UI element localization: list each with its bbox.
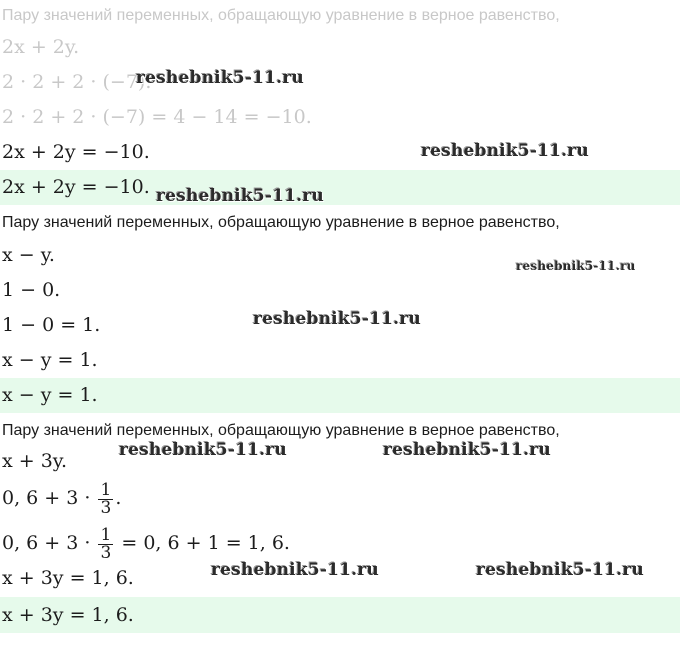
expression-text: x − y. — [2, 244, 55, 266]
intro-text: Пару значений переменных, обращающую уравнение в верное равенство, — [2, 214, 560, 231]
intro-text: Пару значений переменных, обращающую уравнение в верное равенство, — [2, 422, 560, 439]
watermark: reshebnik5-11.ru — [156, 186, 324, 206]
answer-text: x − y = 1. — [2, 384, 98, 406]
calculation-text: 2 · 2 + 2 · (−7) = 4 − 14 = −10. — [2, 106, 312, 128]
answer-text: x + 3y = 1, 6. — [2, 604, 134, 626]
answer-line — [0, 597, 680, 633]
watermark: reshebnik5-11.ru — [516, 259, 636, 273]
watermark: reshebnik5-11.ru — [476, 560, 644, 580]
fraction-numerator: 1 — [100, 524, 112, 545]
expression-text: x + 3y. — [2, 450, 68, 472]
watermark: reshebnik5-11.ru — [383, 440, 551, 460]
calculation-prefix: 0, 6 + 3 · — [2, 532, 91, 554]
substitution-text: 2 · 2 + 2 · (−7). — [2, 71, 152, 93]
watermark: reshebnik5-11.ru — [119, 440, 287, 460]
substitution-line — [0, 273, 680, 308]
substitution-text: 1 − 0. — [2, 279, 61, 301]
intro-text: Пару значений переменных, обращающую уравнение в верное равенство, — [2, 7, 560, 24]
watermark: reshebnik5-11.ru — [253, 309, 421, 329]
fraction — [98, 524, 113, 563]
substitution-line — [0, 476, 680, 521]
answer-text: 2x + 2y = −10. — [2, 176, 150, 198]
answer-line — [0, 378, 680, 413]
equation-line — [0, 343, 680, 378]
expression-text: 2x + 2y. — [2, 36, 80, 58]
equation-text: 2x + 2y = −10. — [2, 141, 150, 163]
expression-line — [0, 446, 680, 476]
fraction-denominator: 3 — [100, 542, 112, 563]
watermark: reshebnik5-11.ru — [136, 68, 304, 88]
substitution-prefix: 0, 6 + 3 · — [2, 487, 91, 509]
fraction — [98, 479, 113, 518]
watermark: reshebnik5-11.ru — [421, 141, 589, 161]
equation-text: x − y = 1. — [2, 349, 98, 371]
substitution-line — [0, 65, 680, 100]
intro-line — [0, 208, 680, 238]
calculation-text: 1 − 0 = 1. — [2, 314, 101, 336]
substitution-content — [2, 476, 121, 521]
answer-line — [0, 170, 680, 205]
calculation-line — [0, 100, 680, 135]
intro-line — [0, 416, 680, 446]
substitution-suffix: . — [115, 487, 122, 509]
watermark: reshebnik5-11.ru — [211, 560, 379, 580]
equation-text: x + 3y = 1, 6. — [2, 567, 134, 589]
fraction-denominator: 3 — [100, 497, 112, 518]
expression-line — [0, 30, 680, 65]
calculation-suffix: = 0, 6 + 1 = 1, 6. — [121, 532, 290, 554]
fraction-numerator: 1 — [100, 479, 112, 500]
